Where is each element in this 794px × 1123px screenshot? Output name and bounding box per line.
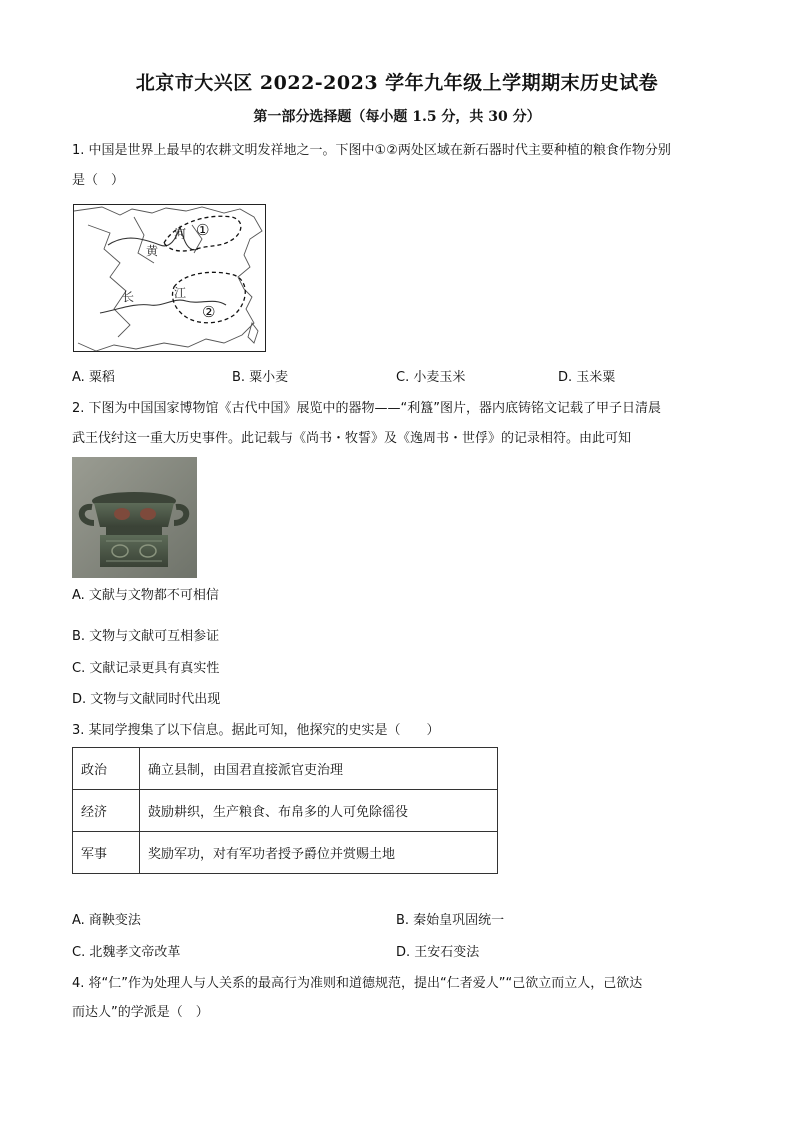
q3-option-b[interactable]: B. 秦始皇巩固统一: [396, 913, 505, 928]
table-cell-content: 奖励军功，对有军功者授予爵位并赏赐土地: [140, 832, 498, 874]
q1-stem-line2: 是（ ）: [72, 173, 125, 188]
q2-option-a[interactable]: A. 文献与文物都不可相信: [72, 588, 219, 603]
table-row: [73, 832, 498, 874]
china-map-svg: [74, 205, 266, 352]
table-cell-category: 军事: [73, 832, 140, 874]
q1-option-d[interactable]: D. 玉米粟: [558, 370, 616, 385]
q2-option-b[interactable]: B. 文物与文献可互相参证: [72, 629, 220, 644]
q3-info-table: [72, 747, 498, 874]
map-label-he: 河: [174, 227, 187, 241]
table-cell-category: 经济: [73, 790, 140, 832]
q3-option-a[interactable]: A. 商鞅变法: [72, 913, 141, 928]
li-gui-bronze-photo: [72, 457, 197, 578]
section-heading: 第一部分选择题（每小题 1.5 分，共 30 分）: [253, 109, 541, 125]
bronze-vessel-image: [72, 457, 197, 578]
q2-stem-line2: 武王伐纣这一重大历史事件。此记载与《尚书・牧誓》及《逸周书・世俘》的记录相符。由此可知: [72, 431, 632, 446]
table-cell-content: 鼓励耕织，生产粮食、布帛多的人可免除徭役: [140, 790, 498, 832]
q2-option-d[interactable]: D. 文物与文献同时代出现: [72, 692, 221, 707]
q3-option-c[interactable]: C. 北魏孝文帝改革: [72, 945, 181, 960]
map-region-1-marker: ①: [196, 221, 210, 239]
q1-option-b[interactable]: B. 粟小麦: [232, 370, 289, 385]
exam-title: 北京市大兴区 2022-2023 学年九年级上学期期末历史试卷: [135, 72, 659, 94]
q3-option-d[interactable]: D. 王安石变法: [396, 945, 480, 960]
map-label-jiang: 江: [174, 286, 187, 300]
table-row: [73, 748, 498, 790]
table-cell-category: 政治: [73, 748, 140, 790]
table-cell-content: 确立县制，由国君直接派官吏治理: [140, 748, 498, 790]
q1-map-figure: [73, 204, 266, 352]
q1-option-c[interactable]: C. 小麦玉米: [396, 370, 466, 385]
q1-option-a[interactable]: A. 粟稻: [72, 370, 115, 385]
table-row: [73, 790, 498, 832]
q4-stem-line2: 而达人”的学派是（ ）: [72, 1005, 209, 1020]
map-label-huang: 黄: [146, 244, 159, 258]
map-label-chang: 长: [122, 290, 135, 304]
q2-stem-line1: 2. 下图为中国国家博物馆《古代中国》展览中的器物——“利簋”图片，器内底铸铭文记载了甲子日清晨: [72, 401, 662, 416]
q4-stem-line1: 4. 将“仁”作为处理人与人关系的最高行为准则和道德规范，提出“仁者爱人”“己欲立而立人，己欲达: [72, 976, 643, 991]
q1-stem-line1: 1. 中国是世界上最早的农耕文明发祥地之一。下图中①②两处区域在新石器时代主要种植的粮食作物分别: [72, 143, 671, 158]
map-region-2-marker: ②: [202, 303, 216, 321]
q2-option-c[interactable]: C. 文献记录更具有真实性: [72, 661, 220, 676]
q3-stem: 3. 某同学搜集了以下信息。据此可知，他探究的史实是（ ）: [72, 723, 440, 738]
